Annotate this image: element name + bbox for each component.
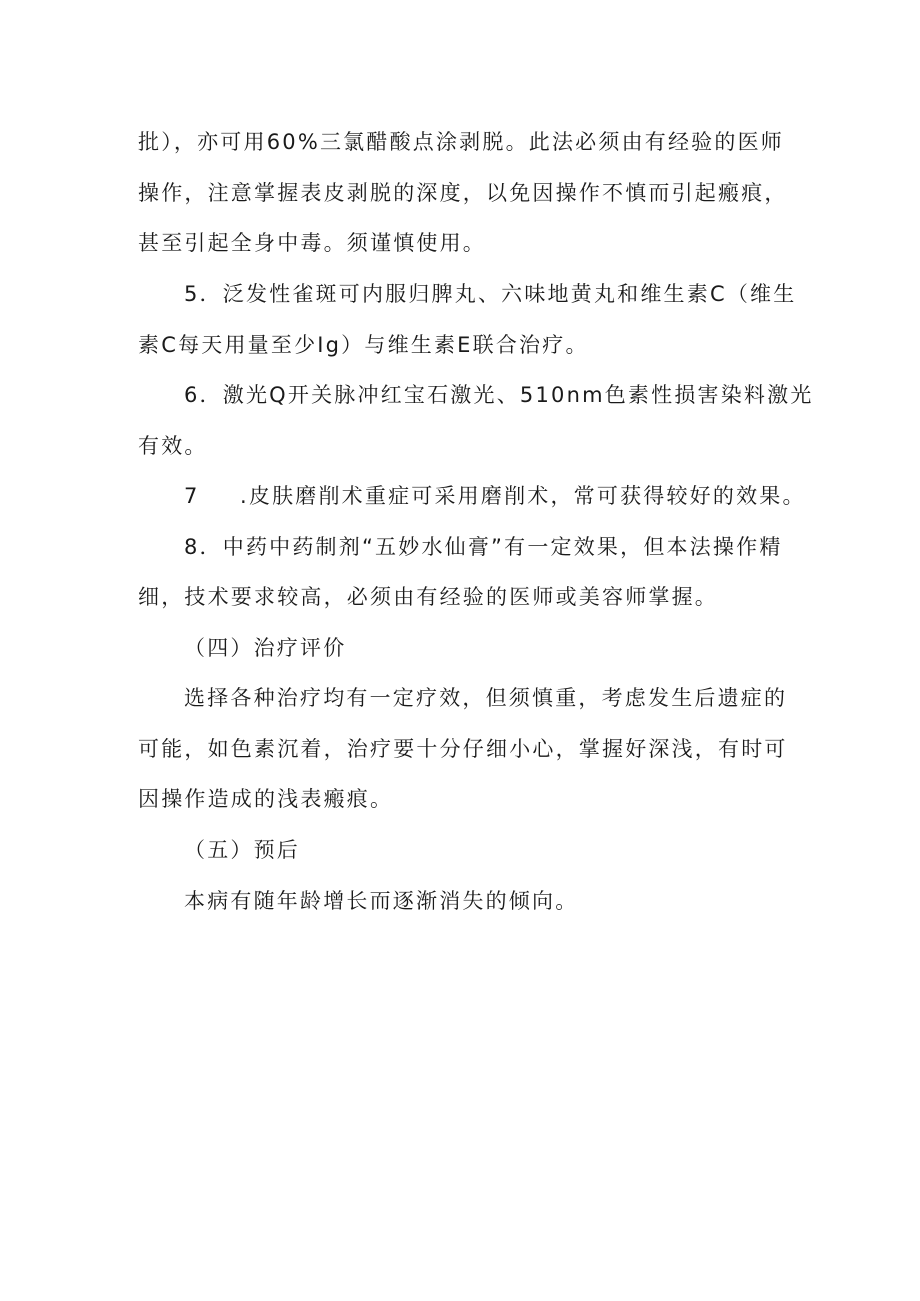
list-item-8-line: 8．中药中药制剂“五妙水仙膏”有一定效果，但本法操作精 <box>184 535 783 559</box>
text-line: 操作，注意掌握表皮剥脱的深度，以免因操作不慎而引起瘢痕， <box>138 181 788 205</box>
list-item-7-line: .皮肤磨削术重症可采用磨削术，常可获得较好的效果。 <box>240 484 806 508</box>
section-heading-prognosis: （五）预后 <box>184 838 300 862</box>
list-item-7-number: 7 <box>184 484 200 508</box>
text-line: 批），亦可用60%三氯醋酸点涂剥脱。此法必须由有经验的医师 <box>138 130 784 154</box>
list-item-5-line: 5．泛发性雀斑可内服归脾丸、六味地黄丸和维生素C（维生 <box>184 282 797 306</box>
text-line: 因操作造成的浅表瘢痕。 <box>138 787 394 811</box>
list-item-8-line: 细，技术要求较高，必须由有经验的医师或美容师掌握。 <box>138 585 718 609</box>
list-item-5-line: 素C每天用量至少Ig）与维生素E联合治疗。 <box>138 333 589 357</box>
list-item-6-line: 6．激光Q开关脉冲红宝石激光、510nm色素性损害染料激光 <box>184 383 814 407</box>
text-line: 本病有随年龄增长而逐渐消失的倾向。 <box>184 889 579 913</box>
list-item-6-line: 有效。 <box>138 434 208 458</box>
text-line: 甚至引起全身中毒。须谨慎使用。 <box>138 231 486 255</box>
section-heading-evaluation: （四）治疗评价 <box>184 636 347 660</box>
text-line: 可能，如色素沉着，治疗要十分仔细小心，掌握好深浅，有时可 <box>138 737 788 761</box>
text-line: 选择各种治疗均有一定疗效，但须慎重，考虑发生后遗症的 <box>184 686 788 710</box>
